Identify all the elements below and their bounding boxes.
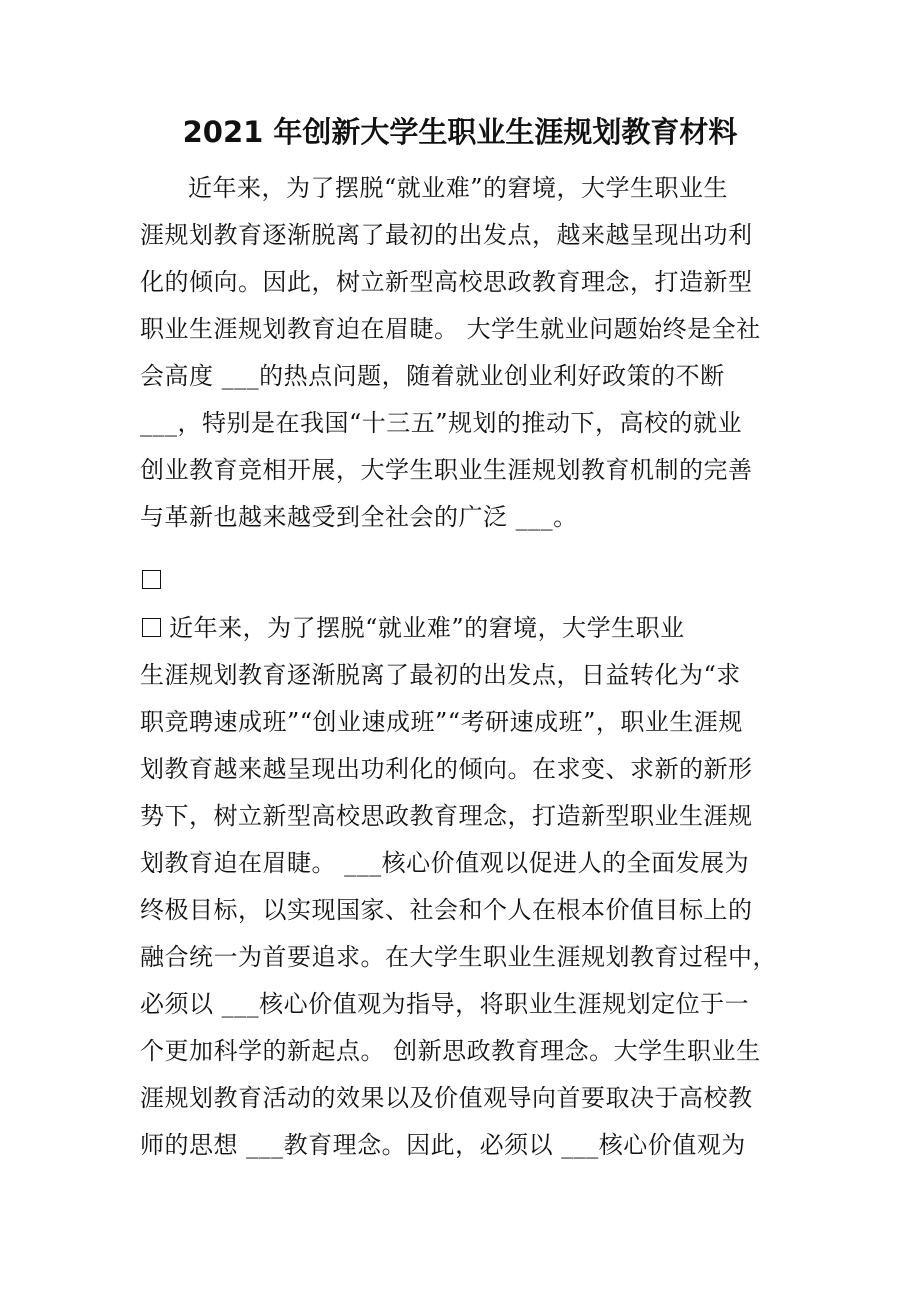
paragraph-line: 终极目标，以实现国家、社会和个人在根本价值目标上的: [140, 896, 753, 924]
paragraph-line: 划教育迫在眉睫。 ___核心价值观以促进人的全面发展为: [140, 849, 750, 877]
paragraph-line: 创业教育竞相开展，大学生职业生涯规划教育机制的完善: [140, 456, 753, 484]
paragraph-line: 会高度 ___的热点问题，随着就业创业利好政策的不断: [140, 362, 725, 390]
placeholder-box-icon: [142, 570, 161, 589]
paragraph-line: 势下，树立新型高校思政教育理念，打造新型职业生涯规: [140, 802, 753, 830]
paragraph-line: 职业生涯规划教育迫在眉睫。 大学生就业问题始终是全社: [140, 315, 761, 343]
paragraph-line: 与革新也越来越受到全社会的广泛 ___。: [140, 503, 578, 531]
paragraph-line: 划教育越来越呈现出功利化的倾向。在求变、求新的新形: [140, 755, 753, 783]
paragraph-line: [140, 610, 800, 646]
empty-line: [140, 562, 800, 598]
placeholder-box-icon: [142, 618, 161, 637]
paragraph-line: 化的倾向。因此，树立新型高校思政教育理念，打造新型: [140, 268, 753, 296]
paragraph-line: 融合统一为首要追求。在大学生职业生涯规划教育过程中，: [140, 943, 777, 971]
paragraph-line: 生涯规划教育逐渐脱离了最初的出发点，日益转化为“求: [140, 661, 741, 689]
paragraph-line: 个更加科学的新起点。 创新思政教育理念。大学生职业生: [140, 1037, 761, 1065]
paragraph-line: 职竞聘速成班”“创业速成班”“考研速成班”，职业生涯规: [140, 708, 743, 736]
paragraph-line: 近年来，为了摆脱“就业难”的窘境，大学生职业生: [188, 174, 729, 202]
paragraph-line-text: 近年来，为了摆脱“就业难”的窘境，大学生职业: [161, 614, 685, 642]
paragraph-line: 涯规划教育逐渐脱离了最初的出发点，越来越呈现出功利: [140, 221, 753, 249]
paragraph-line: 涯规划教育活动的效果以及价值观导向首要取决于高校教: [140, 1084, 753, 1112]
paragraph-line: ___，特别是在我国“十三五”规划的推动下，高校的就业: [140, 409, 743, 437]
paragraph-line: 师的思想 ___教育理念。因此，必须以 ___核心价值观为: [140, 1131, 746, 1159]
paragraph-line: 必须以 ___核心价值观为指导，将职业生涯规划定位于一: [140, 990, 750, 1018]
document-title: 2021 年创新大学生职业生涯规划教育材料: [182, 115, 738, 149]
